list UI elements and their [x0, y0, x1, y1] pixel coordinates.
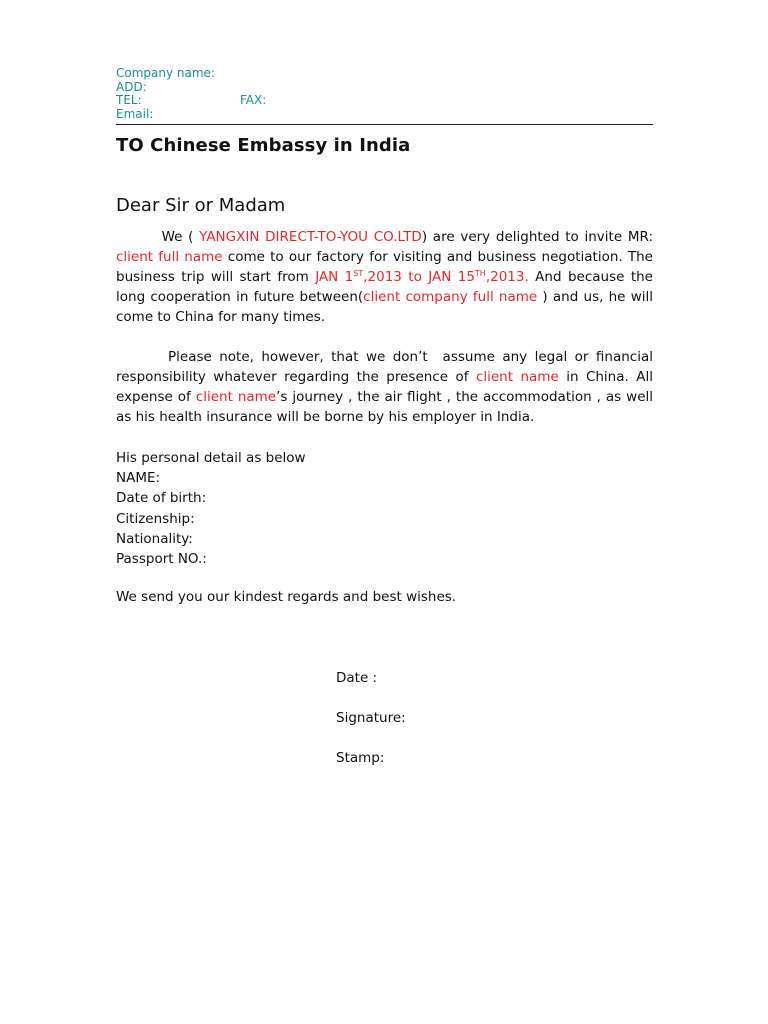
recipient-heading: TO Chinese Embassy in India	[116, 135, 411, 156]
letterhead	[116, 67, 653, 121]
detail-field-nationality: Nationality:	[116, 530, 193, 547]
stamp-label: Stamp:	[336, 750, 385, 766]
invitation-paragraph	[116, 227, 653, 327]
letterhead-divider	[116, 124, 653, 125]
tel-label: TEL:	[116, 93, 142, 107]
para1-text-1: ) are very delighted to invite MR:	[421, 229, 654, 245]
personal-details-intro: His personal detail as below	[116, 450, 306, 466]
date-label: Date :	[336, 670, 378, 686]
detail-field-citizenship: Citizenship:	[116, 510, 195, 527]
email-line	[116, 108, 653, 122]
date-range-middle: ,2013 to JAN 15	[363, 269, 475, 285]
fax-label: FAX:	[240, 93, 267, 107]
personal-details	[116, 448, 306, 569]
detail-field-passport-no: Passport NO.:	[116, 551, 207, 568]
tel-fax-line	[116, 94, 653, 108]
address-label: ADD:	[116, 79, 147, 94]
para1-text-start: We (	[116, 229, 200, 245]
closing-regards: We send you our kindest regards and best wishes.	[116, 589, 457, 605]
address-line	[116, 81, 653, 95]
date-start: JAN 1	[315, 269, 354, 285]
para2-text-1: Please note, however, that we don’t assume any legal or financial responsibility whatever regarding the presence of	[116, 349, 653, 385]
trip-dates	[315, 269, 529, 285]
para2-text-2: in China. All expense of	[116, 369, 653, 405]
para1-text-3: And because the long cooperation in future between(	[116, 269, 653, 305]
client-full-name-placeholder: client full name	[116, 249, 223, 265]
responsibility-paragraph	[116, 347, 653, 427]
para1-text-2: come to our factory for visiting and business negotiation. The business trip will start from	[116, 249, 653, 285]
salutation: Dear Sir or Madam	[116, 195, 286, 216]
client-company-placeholder: client company full name	[363, 289, 538, 305]
para1-text-4: ) and us, he will come to China for many times.	[116, 289, 653, 325]
detail-field-date-of-birth: Date of birth:	[116, 490, 207, 507]
date-end: ,2013.	[485, 269, 529, 285]
date-start-suffix: ST	[353, 269, 364, 278]
detail-field-name: NAME:	[116, 470, 161, 487]
company-name-line	[116, 67, 653, 81]
company-name-label: Company name:	[116, 66, 215, 80]
para2-text-3: ’s journey , the air flight , the accommodation , as well as his health insurance will be borne by his employer in India.	[116, 389, 654, 425]
company-placeholder: YANGXIN DIRECT-TO-YOU CO.LTD	[199, 229, 422, 245]
client-name-placeholder: client name	[475, 369, 559, 385]
date-end-suffix: TH	[474, 269, 486, 278]
client-name-placeholder: client name	[195, 389, 277, 405]
signature-label: Signature:	[336, 710, 406, 726]
email-label: Email:	[116, 106, 154, 121]
